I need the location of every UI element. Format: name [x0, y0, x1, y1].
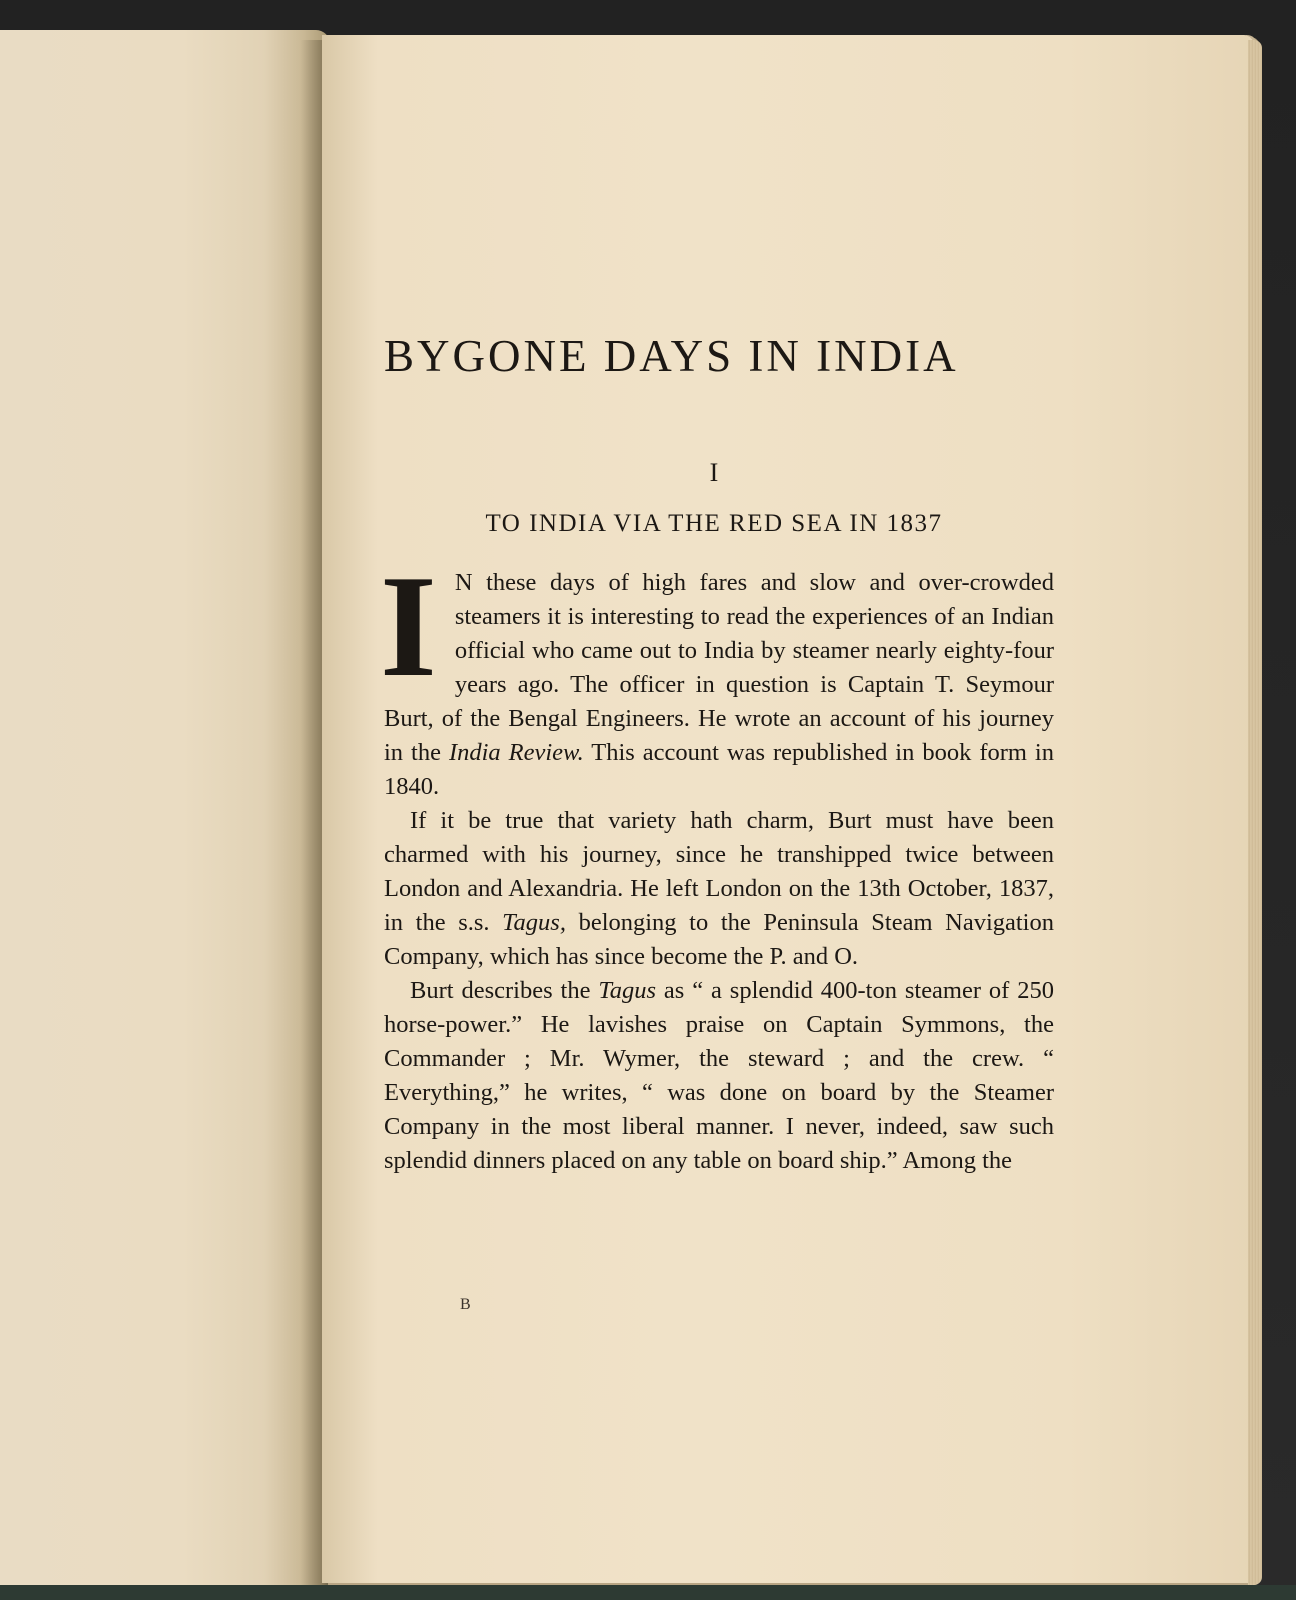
left-page-blank — [0, 30, 330, 1600]
paragraph-3-italic: Tagus — [598, 977, 657, 1004]
chapter-title: TO INDIA VIA THE RED SEA IN 1837 — [485, 510, 943, 537]
paragraph-1 — [380, 545, 1054, 804]
book-cover-edge — [0, 1585, 1296, 1600]
drop-cap: I — [380, 545, 437, 707]
paragraph-2-text: If it be true that variety hath charm, Burt must have been charmed with his journey, since he transhipped twice between London and Alexandria. He left London on the 13th October, 1837, in the s.s. — [384, 807, 1054, 936]
signature-mark: B — [460, 1296, 471, 1313]
paragraph-2-rest: belonging to the Peninsula Steam Navigation Company, which has since become the P. and O. — [384, 909, 1054, 970]
paragraph-3 — [384, 974, 1054, 1178]
paragraph-2 — [384, 804, 1054, 974]
paragraph-1-text: N these days of high fares and slow and over-crowded steamers it is interesting to read the experiences of an Indian official who came out to India by steamer nearly eighty-four years ago. The officer in question is Captain T. Seymour Burt, of the Bengal Engineers. He wrote an account of his journey in the — [384, 569, 1054, 766]
chapter-number: I — [709, 458, 719, 487]
book-title: BYGONE DAYS IN INDIA — [384, 331, 959, 381]
paragraph-2-italic: Tagus, — [502, 909, 566, 936]
paragraph-3-rest: as “ a splendid 400-ton steamer of 250 horse-power.” He lavishes praise on Captain Symmons, the Commander ; Mr. Wymer, the steward ; and the crew. “ Everything,” he writes, “ was done on board by the Steamer Company in the most liberal manner. I never, indeed, saw such splendid dinners placed on any table on board ship.” Among the — [384, 977, 1054, 1174]
paragraph-1-rest: This account was republished in book form in 1840. — [384, 739, 1054, 800]
chapter-body — [380, 545, 1054, 1178]
paragraph-3-text: Burt describes the — [410, 977, 599, 1004]
page-edges — [1248, 40, 1262, 1585]
paragraph-1-italic: India Review. — [448, 739, 584, 766]
